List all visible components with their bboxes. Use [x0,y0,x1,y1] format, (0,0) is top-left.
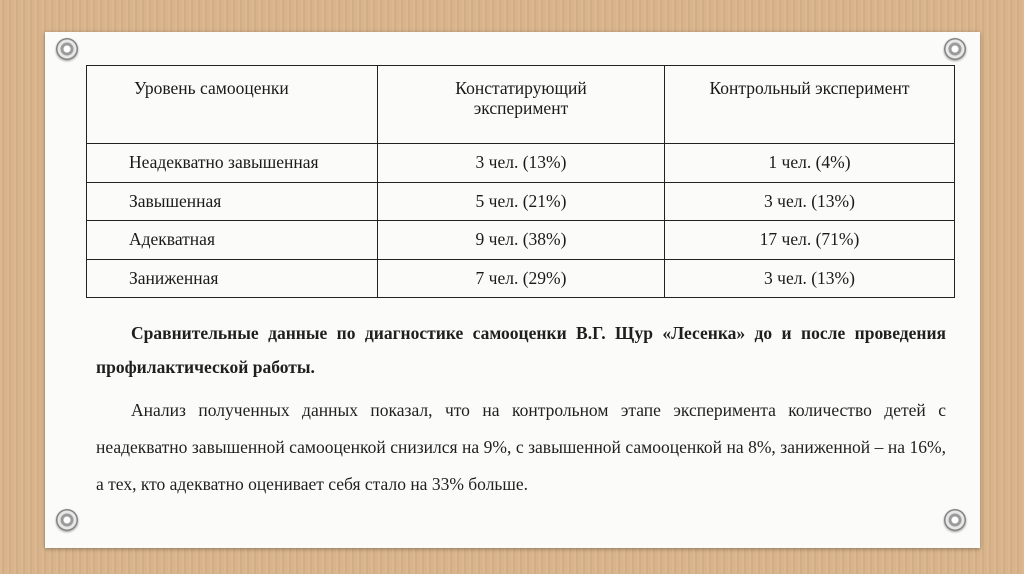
cell-before: 9 чел. (38%) [378,221,665,260]
table-row [87,221,955,260]
header-after: Контрольный эксперимент [665,66,955,144]
table-caption: Сравнительные данные по диагностике самооценки В.Г. Щур «Лесенка» до и после проведения профилактической работы. [96,323,946,377]
header-before-line2: эксперимент [473,98,569,118]
cell-level: Неадекватно завышенная [87,144,378,183]
cell-after: 17 чел. (71%) [665,221,955,260]
cell-after: 3 чел. (13%) [665,259,955,298]
cell-after: 1 чел. (4%) [665,144,955,183]
cell-before: 3 чел. (13%) [378,144,665,183]
header-level: Уровень самооценки [87,66,378,144]
table-header-row [87,66,955,144]
rivet-icon [944,38,966,60]
header-before-line1: Констатирующий [455,78,587,98]
cell-before: 5 чел. (21%) [378,182,665,221]
cell-level: Завышенная [87,182,378,221]
header-before [378,66,665,144]
table-row [87,144,955,183]
table-row [87,259,955,298]
cell-after: 3 чел. (13%) [665,182,955,221]
analysis-paragraph: Анализ полученных данных показал, что на контрольном этапе эксперимента количество детей с неадекватно завышенной самооценкой снизился на 9%, с завышенной самооценкой на 8%, заниженной – на 16%, а тех, кто адекватно оценивает себя стало на 33% больше. [96,400,946,494]
self-esteem-table [86,65,955,298]
rivet-icon [944,509,966,531]
cell-before: 7 чел. (29%) [378,259,665,298]
cell-level: Адекватная [87,221,378,260]
cell-level: Заниженная [87,259,378,298]
rivet-icon [56,509,78,531]
rivet-icon [56,38,78,60]
table-row [87,182,955,221]
